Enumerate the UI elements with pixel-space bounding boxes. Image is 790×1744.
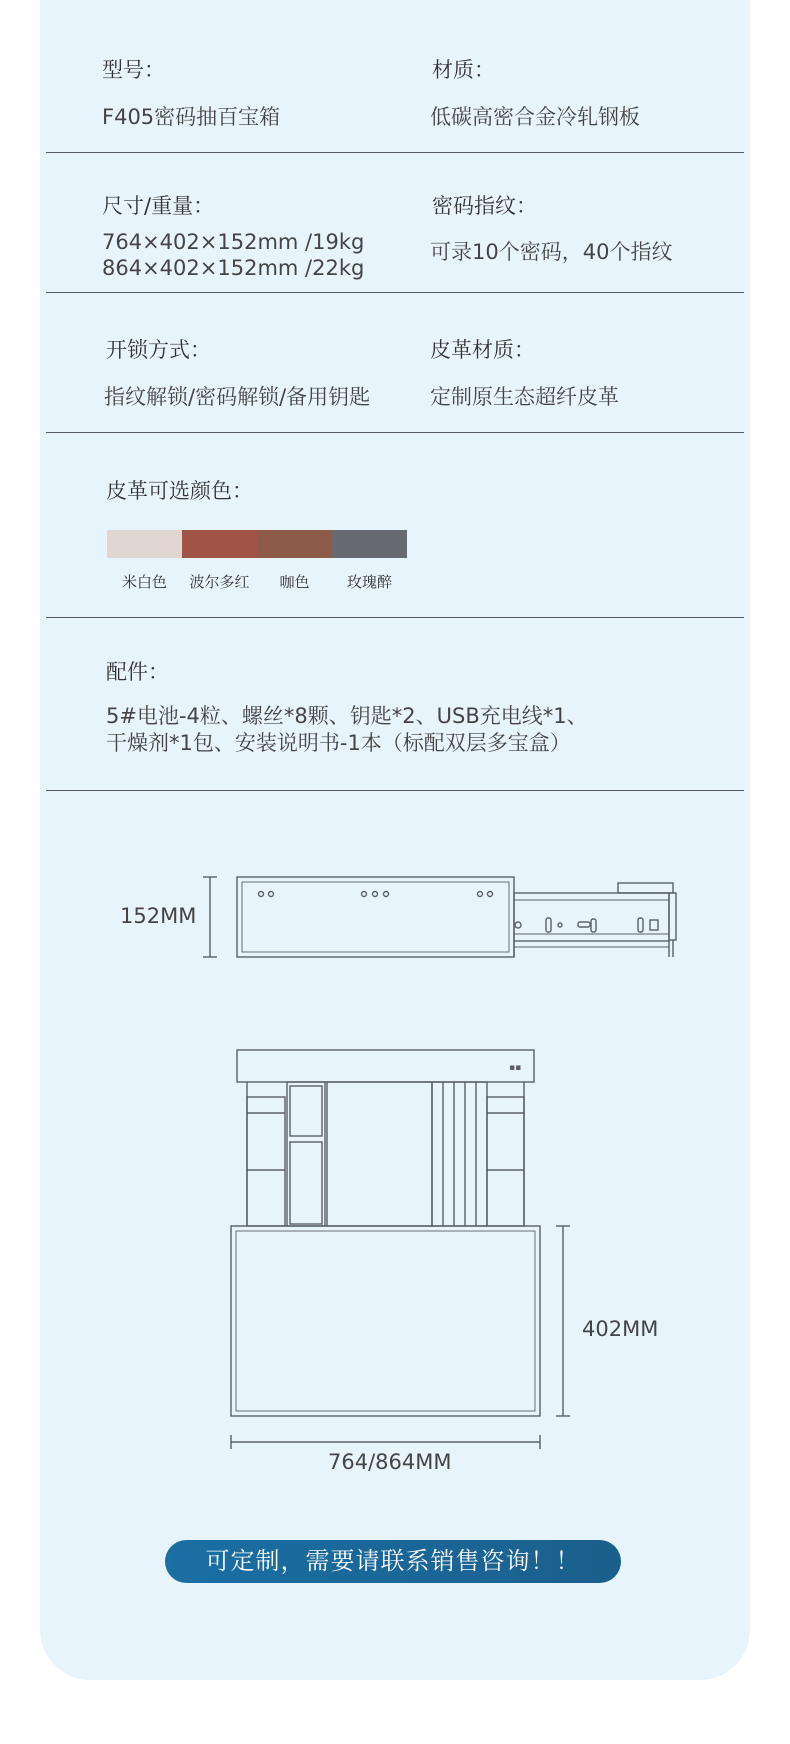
leather-material-label: 皮革材质：: [430, 338, 535, 362]
accessories-line1: 5#电池-4粒、螺丝*8颗、钥匙*2、USB充电线*1、: [106, 704, 588, 728]
drawer-side-body: [237, 877, 514, 957]
accessories-label: 配件：: [106, 660, 169, 684]
width-dimension-label: 764/864MM: [328, 1450, 452, 1474]
compartment-center: [327, 1082, 432, 1226]
model-label: 型号：: [102, 58, 165, 82]
size-weight-value-line1: 764×402×152mm /19kg: [102, 230, 365, 254]
compartment-right: [487, 1097, 524, 1226]
height-dimension-label: 152MM: [120, 904, 197, 928]
accessories-line2: 干燥剂*1包、安装说明书-1本（标配双层多宝盒）: [106, 731, 571, 755]
compartment-slots: [432, 1082, 487, 1226]
leather-material-value: 定制原生态超纤皮革: [430, 385, 619, 409]
swatch-label: 米白色: [121, 573, 167, 591]
swatch-label: 咖色: [279, 573, 310, 591]
depth-dimension-label: 402MM: [582, 1317, 659, 1341]
brand-mark-icon: ▪▪: [509, 1063, 522, 1073]
unlock-method-label: 开锁方式：: [106, 338, 211, 362]
compartment-left: [247, 1097, 285, 1226]
size-weight-value-line2: 864×402×152mm /22kg: [102, 256, 365, 280]
leather-colors-label: 皮革可选颜色：: [106, 479, 253, 503]
size-weight-label: 尺寸/重量：: [102, 194, 215, 218]
drawer-top-lid: [237, 1050, 534, 1082]
compartment-mid-left: [287, 1082, 325, 1226]
password-fingerprint-value: 可录10个密码，40个指纹: [430, 240, 673, 264]
material-label: 材质：: [432, 58, 495, 82]
drawer-body-top-view: [231, 1226, 540, 1416]
customization-cta-button[interactable]: 可定制，需要请联系销售咨询！！: [165, 1540, 621, 1583]
unlock-method-value: 指纹解锁/密码解锁/备用钥匙: [104, 385, 371, 409]
password-fingerprint-label: 密码指纹：: [432, 194, 537, 218]
swatch-label: 波尔多红: [189, 573, 250, 591]
model-value: F405密码抽百宝箱: [102, 105, 281, 129]
material-value: 低碳高密合金冷轧钢板: [430, 105, 640, 129]
swatch-label: 玫瑰醉: [346, 573, 392, 591]
